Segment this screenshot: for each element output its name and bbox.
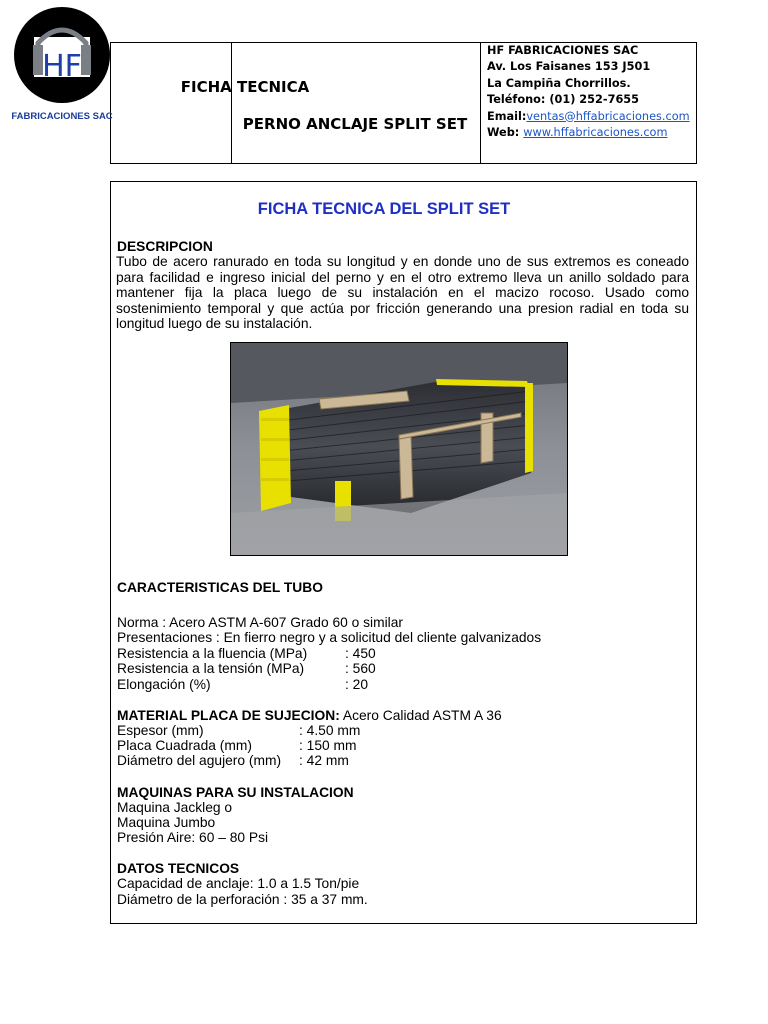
address-line-2: La Campiña Chorrillos. xyxy=(487,76,631,90)
espesor-value: : 4.50 mm xyxy=(299,723,361,738)
header-title-1: FICHA TECNICA xyxy=(180,78,310,96)
company-name: HF FABRICACIONES SAC xyxy=(487,44,639,57)
logo-subtext: FABRICACIONES SAC xyxy=(11,111,113,121)
maquina-line-1: Maquina Jackleg o xyxy=(117,800,233,815)
contact-block xyxy=(487,43,690,141)
email-label: Email: xyxy=(487,109,527,123)
fluencia-row xyxy=(117,646,376,662)
header-title-2: PERNO ANCLAJE SPLIT SET xyxy=(242,115,468,133)
espesor-row xyxy=(117,723,361,739)
norma-line: Norma : Acero ASTM A-607 Grado 60 o similar xyxy=(117,615,404,630)
elongacion-label: Elongación (%) xyxy=(117,677,211,692)
cuadrada-label: Placa Cuadrada (mm) xyxy=(117,738,252,753)
address-line-1: Av. Los Faisanes 153 J501 xyxy=(487,60,651,74)
tension-row xyxy=(117,661,376,677)
maquina-line-2: Maquina Jumbo xyxy=(117,815,216,830)
presentaciones-line: Presentaciones : En fierro negro y a solicitud del cliente galvanizados xyxy=(117,630,542,645)
company-logo xyxy=(8,3,116,121)
caracteristicas-heading: CARACTERISTICAS DEL TUBO xyxy=(117,580,323,595)
tension-value: : 560 xyxy=(345,661,376,676)
email-link[interactable]: ventas@hffabricaciones.com xyxy=(526,109,690,123)
placa-material: Acero Calidad ASTM A 36 xyxy=(339,708,502,723)
fluencia-value: : 450 xyxy=(345,646,376,661)
fluencia-label: Resistencia a la fluencia (MPa) xyxy=(117,646,308,661)
cuadrada-value: : 150 mm xyxy=(299,738,357,753)
email-line xyxy=(487,109,690,125)
espesor-label: Espesor (mm) xyxy=(117,723,204,738)
elongacion-row xyxy=(117,677,369,693)
cuadrada-row xyxy=(117,738,357,754)
web-link[interactable]: www.hffabricaciones.com xyxy=(523,126,668,140)
tension-label: Resistencia a la tensión (MPa) xyxy=(117,661,305,676)
header-divider xyxy=(231,43,232,163)
agujero-row xyxy=(117,753,349,769)
logo-hf-text: HF xyxy=(42,49,82,84)
placa-heading-row xyxy=(117,708,502,724)
split-set-photo xyxy=(230,342,568,556)
presion-line: Presión Aire: 60 – 80 Psi xyxy=(117,830,269,845)
datos-heading: DATOS TECNICOS xyxy=(117,861,240,876)
placa-heading: MATERIAL PLACA DE SUJECION: xyxy=(117,708,340,723)
perforacion-line: Diámetro de la perforación : 35 a 37 mm. xyxy=(117,892,368,907)
elongacion-value: : 20 xyxy=(345,677,369,692)
maquinas-heading: MAQUINAS PARA SU INSTALACION xyxy=(117,785,354,800)
descripcion-heading: DESCRIPCION xyxy=(117,239,213,254)
phone: Teléfono: (01) 252-7655 xyxy=(487,93,640,107)
main-title: FICHA TECNICA DEL SPLIT SET xyxy=(257,200,511,218)
web-label: Web: xyxy=(487,126,524,140)
header-divider xyxy=(480,43,481,163)
web-line xyxy=(487,125,690,141)
agujero-label: Diámetro del agujero (mm) xyxy=(117,753,282,768)
agujero-value: : 42 mm xyxy=(299,753,349,768)
descripcion-text: Tubo de acero ranurado en toda su longitud y en donde uno de sus extremos es coneado para facilidad e ingreso inicial del perno y en el otro extremo lleva un anillo soldado para mantener fija la placa luego de su instalación en el macizo rocoso. Usado como sostenimiento temporal y que actúa por fricción generando una presion radial en toda su longitud luego de su instalación. xyxy=(116,254,689,332)
capacidad-line: Capacidad de anclaje: 1.0 a 1.5 Ton/pie xyxy=(117,876,360,891)
